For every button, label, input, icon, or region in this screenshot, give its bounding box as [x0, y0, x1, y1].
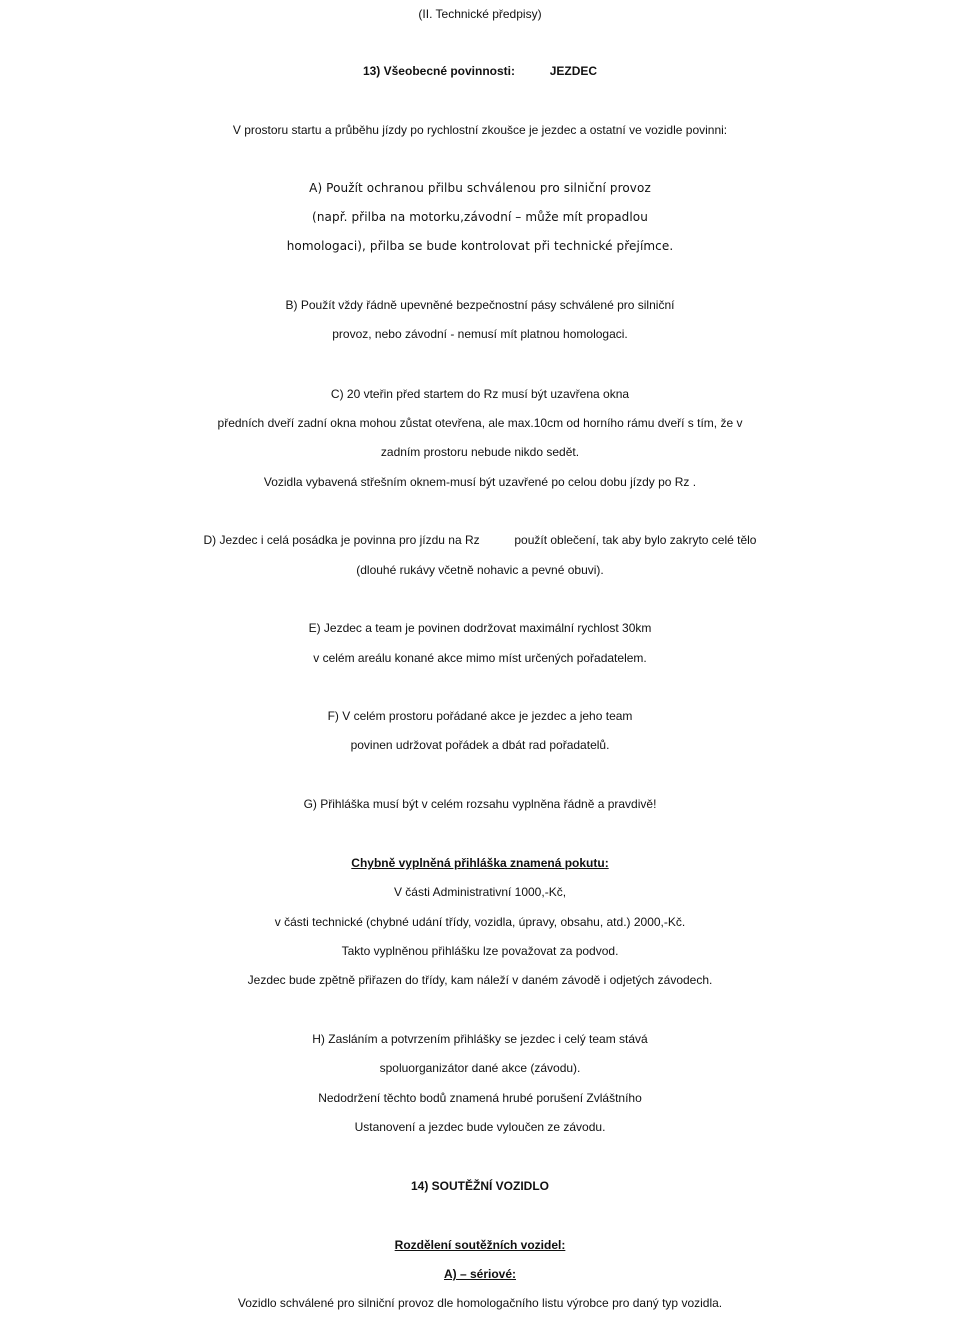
- item-e-line: v celém areálu konané akce mimo míst určených pořadatelem.: [313, 651, 647, 665]
- section-13-number: 13) Všeobecné povinnosti:: [362, 64, 515, 78]
- penalty-heading: Chybně vyplněná přihláška znamená pokutu:: [351, 856, 609, 870]
- section-14-title: 14) SOUTĚŽNÍ VOZIDLO: [410, 1179, 549, 1193]
- item-f-line: F) V celém prostoru pořádané akce je jezdec a jeho team: [327, 709, 633, 723]
- category-a-description: Vozidlo schválené pro silniční provoz dle homologačního listu výrobce pro daný typ vozidla.: [237, 1296, 723, 1310]
- item-d-line-1: [0, 527, 960, 553]
- category-a-label: A) – sériové:: [443, 1267, 517, 1281]
- item-e-line: E) Jezdec a team je povinen dodržovat maximální rychlost 30km: [308, 621, 652, 635]
- item-a-line: A) Použít ochranou přilbu schválenou pro silniční provoz: [309, 181, 651, 195]
- item-b-line: provoz, nebo závodní - nemusí mít platnou homologaci.: [332, 327, 628, 341]
- item-h-line: H) Zasláním a potvrzením přihlášky se jezdec i celý team stává: [312, 1032, 648, 1046]
- penalty-line: V části Administrativní 1000,-Kč,: [393, 885, 567, 899]
- item-d-line-2: (dlouhé rukávy včetně nohavic a pevné obuvi).: [356, 563, 604, 577]
- item-a-line: homologaci), přilba se bude kontrolovat při technické přejímce.: [286, 239, 674, 253]
- section-13-subject: JEZDEC: [549, 64, 598, 78]
- category-a-heading: [0, 1261, 960, 1287]
- penalty-line: Jezdec bude zpětně přiřazen do třídy, kam náleží v daném závodě i odjetých závodech.: [247, 973, 713, 987]
- item-d-part-1: D) Jezdec i celá posádka je povinna pro jízdu na Rz: [203, 533, 480, 547]
- section-header: (II. Technické předpisy): [418, 7, 542, 21]
- item-b-line: B) Použít vždy řádně upevněné bezpečnostní pásy schválené pro silniční: [285, 298, 675, 312]
- item-c-line: C) 20 vteřin před startem do Rz musí být uzavřena okna: [330, 387, 630, 401]
- item-c-line: předních dveří zadní okna mohou zůstat otevřena, ale max.10cm od horního rámu dveří s tím, že v: [217, 416, 743, 430]
- vehicle-division-heading: Rozdělení soutěžních vozidel:: [394, 1238, 566, 1252]
- item-h-line: Ustanovení a jezdec bude vyloučen ze závodu.: [354, 1120, 606, 1134]
- item-g-line: G) Přihláška musí být v celém rozsahu vyplněna řádně a pravdivě!: [303, 797, 657, 811]
- item-h-line: spoluorganizátor dané akce (závodu).: [379, 1061, 581, 1075]
- intro-text: V prostoru startu a průběhu jízdy po rychlostní zkoušce je jezdec a ostatní ve vozidle povinni:: [232, 123, 728, 137]
- item-d-part-2: použít oblečení, tak aby bylo zakryto celé tělo: [514, 533, 757, 547]
- penalty-line: v části technické (chybné udání třídy, vozidla, úpravy, obsahu, atd.) 2000,-Kč.: [274, 915, 686, 929]
- item-c-line: zadním prostoru nebude nikdo sedět.: [380, 445, 580, 459]
- item-a-line: (např. přilba na motorku,závodní – může mít propadlou: [312, 210, 648, 224]
- section-13-title: [0, 58, 960, 84]
- item-c-line: Vozidla vybavená střešním oknem-musí být uzavřené po celou dobu jízdy po Rz .: [263, 475, 697, 489]
- penalty-line: Takto vyplněnou přihlášku lze považovat za podvod.: [341, 944, 619, 958]
- item-f-line: povinen udržovat pořádek a dbát rad pořadatelů.: [350, 738, 610, 752]
- item-h-line: Nedodržení těchto bodů znamená hrubé porušení Zvláštního: [318, 1091, 642, 1105]
